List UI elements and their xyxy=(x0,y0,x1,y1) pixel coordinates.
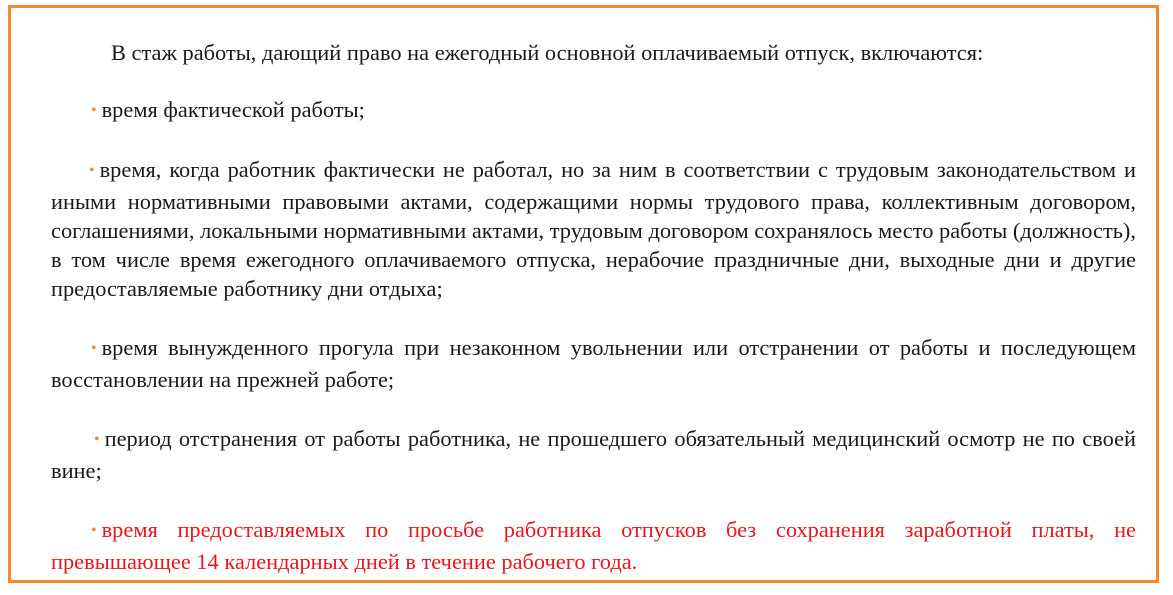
bullet-icon: • xyxy=(94,431,100,448)
intro-text: В стаж работы, дающий право на ежегодный основной оплачиваемый отпуск, включаются: xyxy=(111,40,984,65)
list-item-text: период отстранения от работы работника, не прошедшего обязательный медицинский осмотр не по своей вине; xyxy=(51,426,1136,483)
bullet-icon: • xyxy=(91,340,97,357)
list-item-text: время, когда работник фактически не работал, но за ним в соответствии с трудовым законодательством и иными нормативными правовыми актами, содержащими нормы трудового права, коллективным договором, соглашениями, локальными нормативными актами, трудовым договором сохранялось место работы (должность), в том числе время ежегодного оплачиваемого отпуска, нерабочие праздничные дни, выходные дни и другие предоставляемые работнику дни отдыха; xyxy=(51,157,1136,301)
bullet-icon: • xyxy=(89,162,95,179)
list-item-text: время вынужденного прогула при незаконном увольнении или отстранении от работы и последующем восстановлении на прежней работе; xyxy=(51,335,1136,392)
list-item-text: время фактической работы; xyxy=(101,97,365,122)
bullet-icon: • xyxy=(91,522,97,539)
list-item xyxy=(51,333,1136,394)
list-item xyxy=(51,95,1136,127)
document-frame xyxy=(8,5,1159,583)
document-body xyxy=(51,38,1136,576)
list-item xyxy=(51,424,1136,485)
list-item xyxy=(51,155,1136,303)
list-item-text: время предоставляемых по просьбе работника отпусков без сохранения заработной платы, не превышающее 14 календарных дней в течение рабочего года. xyxy=(51,517,1136,574)
list-item-highlighted xyxy=(51,515,1136,576)
bullet-icon: • xyxy=(91,102,97,119)
